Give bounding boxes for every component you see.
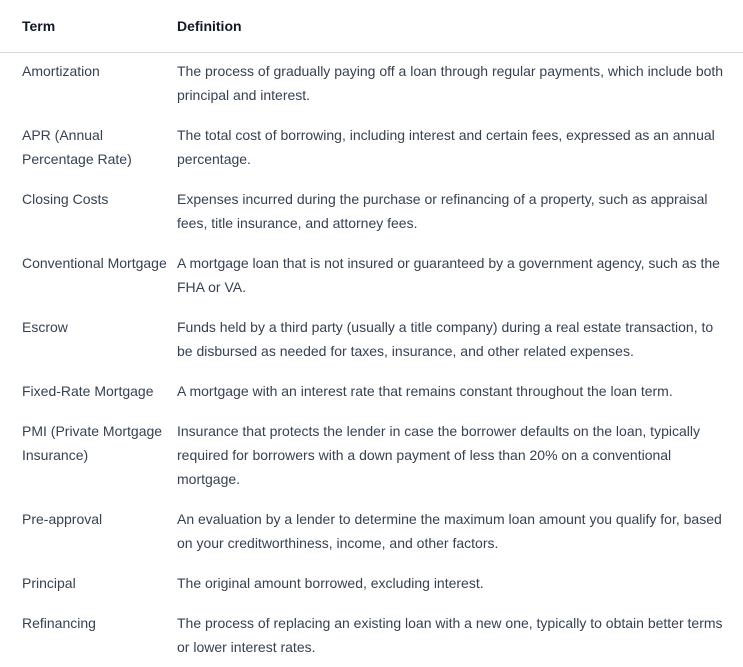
table-row [0, 563, 743, 603]
definition-cell: The process of gradually paying off a loan through regular payments, which include both principal and interest. [177, 53, 743, 116]
definition-cell: An evaluation by a lender to determine the maximum loan amount you qualify for, based on your creditworthiness, income, and other factors. [177, 499, 743, 563]
term-cell: Fixed-Rate Mortgage [0, 371, 177, 411]
table-body [0, 53, 743, 667]
table-row [0, 115, 743, 179]
definition-cell: A mortgage with an interest rate that remains constant throughout the loan term. [177, 371, 743, 411]
table-header [0, 0, 743, 53]
definition-cell: Insurance that protects the lender in case the borrower defaults on the loan, typically required for borrowers with a down payment of less than 20% on a conventional mortgage. [177, 411, 743, 499]
table-row [0, 499, 743, 563]
term-cell: Conventional Mortgage [0, 243, 177, 307]
definition-cell: Funds held by a third party (usually a title company) during a real estate transaction, to be disbursed as needed for taxes, insurance, and other related expenses. [177, 307, 743, 371]
table-row [0, 307, 743, 371]
term-cell: Amortization [0, 53, 177, 116]
definition-cell: The total cost of borrowing, including interest and certain fees, expressed as an annual percentage. [177, 115, 743, 179]
table-row [0, 603, 743, 667]
table-row [0, 243, 743, 307]
definition-cell: Expenses incurred during the purchase or refinancing of a property, such as appraisal fees, title insurance, and attorney fees. [177, 179, 743, 243]
term-cell: Pre-approval [0, 499, 177, 563]
table-row [0, 179, 743, 243]
table-row [0, 371, 743, 411]
term-cell: Escrow [0, 307, 177, 371]
term-cell: APR (Annual Percentage Rate) [0, 115, 177, 179]
definition-column-header: Definition [177, 0, 743, 53]
term-cell: Principal [0, 563, 177, 603]
term-cell: PMI (Private Mortgage Insurance) [0, 411, 177, 499]
header-row [0, 0, 743, 53]
term-column-header: Term [0, 0, 177, 53]
term-cell: Closing Costs [0, 179, 177, 243]
definition-cell: The original amount borrowed, excluding interest. [177, 563, 743, 603]
definition-cell: The process of replacing an existing loan with a new one, typically to obtain better terms or lower interest rates. [177, 603, 743, 667]
table-row [0, 53, 743, 116]
term-cell: Refinancing [0, 603, 177, 667]
definition-cell: A mortgage loan that is not insured or guaranteed by a government agency, such as the FHA or VA. [177, 243, 743, 307]
table-row [0, 411, 743, 499]
